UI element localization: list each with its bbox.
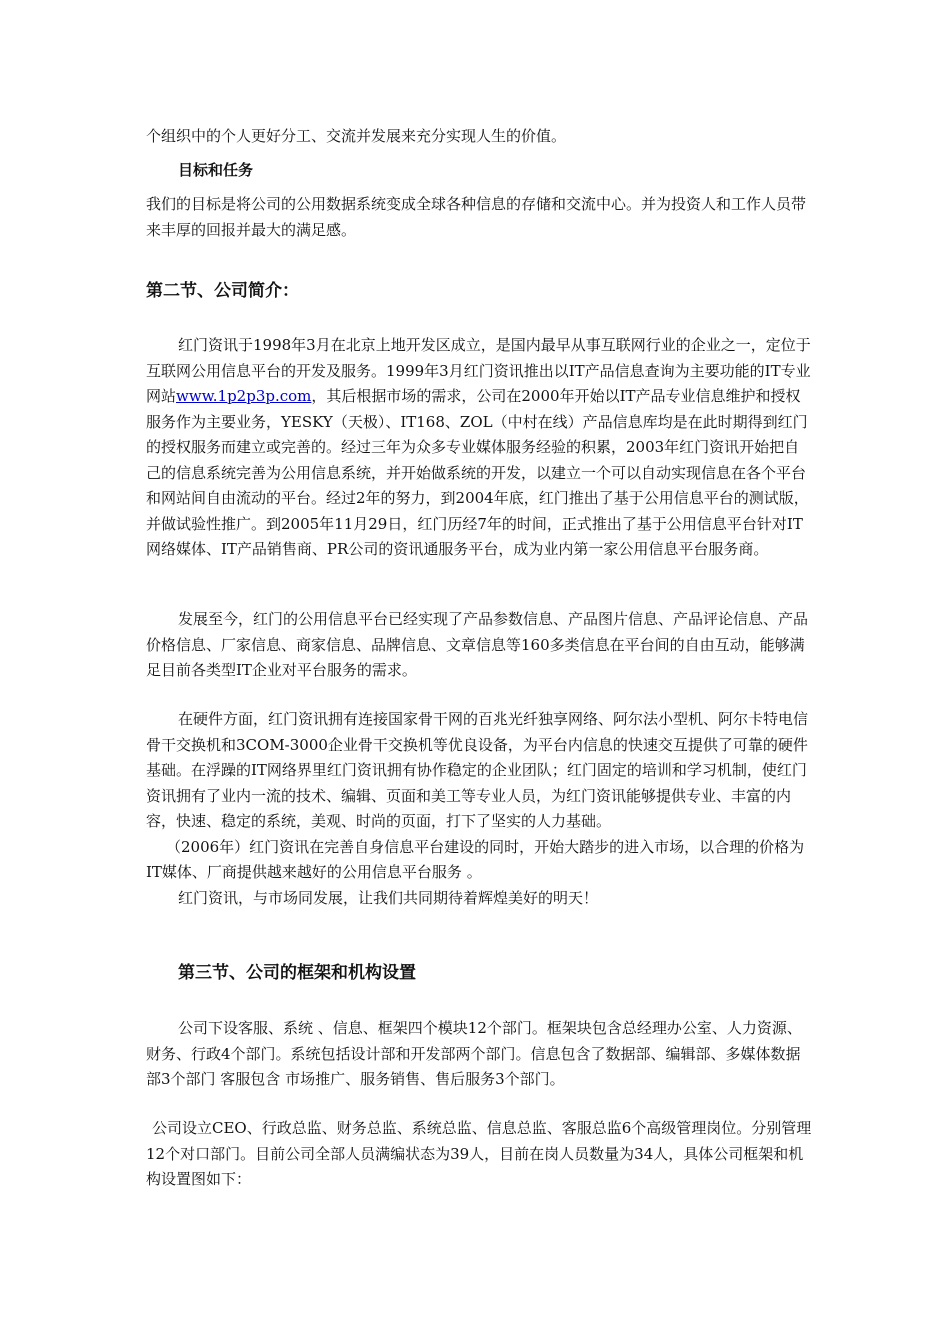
goals-heading: 目标和任务 <box>178 161 254 179</box>
paragraph-text: 公司设立CEO、行政总监、财务总监、系统总监、信息总监、客服总监6个高级管理岗位。分别管理12个对口部门。目前公司全部人员满编状态为39人，目前在岗人员数量为34人，具体公司框架和机构设置图如下： <box>146 1119 812 1188</box>
intro-text: 个组织中的个人更好分工、交流并发展来充分实现人生的价值。 <box>146 127 567 145</box>
section3-paragraph-1 <box>146 1016 814 1093</box>
section2-heading: 第二节、公司简介： <box>146 281 299 301</box>
section3-paragraph-2 <box>146 1116 814 1193</box>
paragraph-text: 在硬件方面，红门资讯拥有连接国家骨干网的百兆光纤独享网络、阿尔法小型机、阿尔卡特电信骨干交换机和3COM-3000企业骨干交换机等优良设备，为平台内信息的快速交互提供了可靠的硬件基础。在浮躁的IT网络界里红门资讯拥有协作稳定的企业团队；红门固定的培训和学习机制，使红门资讯拥有了业内一流的技术、编辑、页面和美工等专业人员，为红门资讯能够提供专业、丰富的内容，快速、稳定的系统，美观、时尚的页面，打下了坚实的人力基础。 <box>146 710 809 830</box>
website-link[interactable]: www.1p2p3p.com <box>176 387 312 405</box>
text-run: ，其后根据市场的需求，公司在2000年开始以IT产品专业信息维护和授权服务作为主要业务，YESKY（天极）、IT168、ZOL（中村在线）产品信息库均是在此时期得到红门的授权服务而建立或完善的。经过三年为众多专业媒体服务经验的积累，2003年红门资讯开始把自己的信息系统完善为公用信息系统，并开始做系统的开发，以建立一个可以自动实现信息在各个平台和网站间自由流动的平台。经过2年的努力，到2004年底，红门推出了基于公用信息平台的测试版，并做试验性推广。到2005年11月29日，红门历经7年的时间，正式推出了基于公用信息平台针对IT网络媒体、IT产品销售商、PR公司的资讯通服务平台，成为业内第一家公用信息平台服务商。 <box>146 387 809 558</box>
section2-paragraph-3 <box>146 707 814 911</box>
intro-line <box>146 124 814 150</box>
paragraph-text: （2006年）红门资讯在完善自身信息平台建设的同时，开始大踏步的进入市场，以合理的价格为IT媒体、厂商提供越来越好的公用信息平台服务 。 <box>146 837 805 881</box>
section2-paragraph-1 <box>146 333 814 563</box>
text-run: 红门资讯于1998年3月在北京上地开发区成立，是国内最早从事互联网行业的企业之一，定位于互联网公用信息平台的开发及服务。1999年3月红门资讯推出以IT产品信息查询为主要功能的IT专业网站 <box>146 336 811 405</box>
goals-text: 我们的目标是将公司的公用数据系统变成全球各种信息的存储和交流中心。并为投资人和工作人员带来丰厚的回报并最大的满足感。 <box>146 195 807 239</box>
paragraph-text: 红门资讯，与市场同发展，让我们共同期待着辉煌美好的明天！ <box>178 888 599 907</box>
paragraph-text: 公司下设客服、系统 、信息、框架四个模块12个部门。框架块包含总经理办公室、人力资源、财务、行政4个部门。系统包括设计部和开发部两个部门。信息包含了数据部、编辑部、多媒体数据部3个部门 客服包含 市场推广、服务销售、售后服务3个部门。 <box>146 1019 802 1088</box>
goals-paragraph <box>146 192 814 243</box>
paragraph-text <box>146 333 814 563</box>
paragraph-text: 发展至今，红门的公用信息平台已经实现了产品参数信息、产品图片信息、产品评论信息、产品价格信息、厂家信息、商家信息、品牌信息、文章信息等160多类信息在平台间的自由互动，能够满足目前各类型IT企业对平台服务的需求。 <box>146 610 809 679</box>
section3-heading: 第三节、公司的框架和机构设置 <box>178 963 416 983</box>
section2-paragraph-2 <box>146 607 814 684</box>
